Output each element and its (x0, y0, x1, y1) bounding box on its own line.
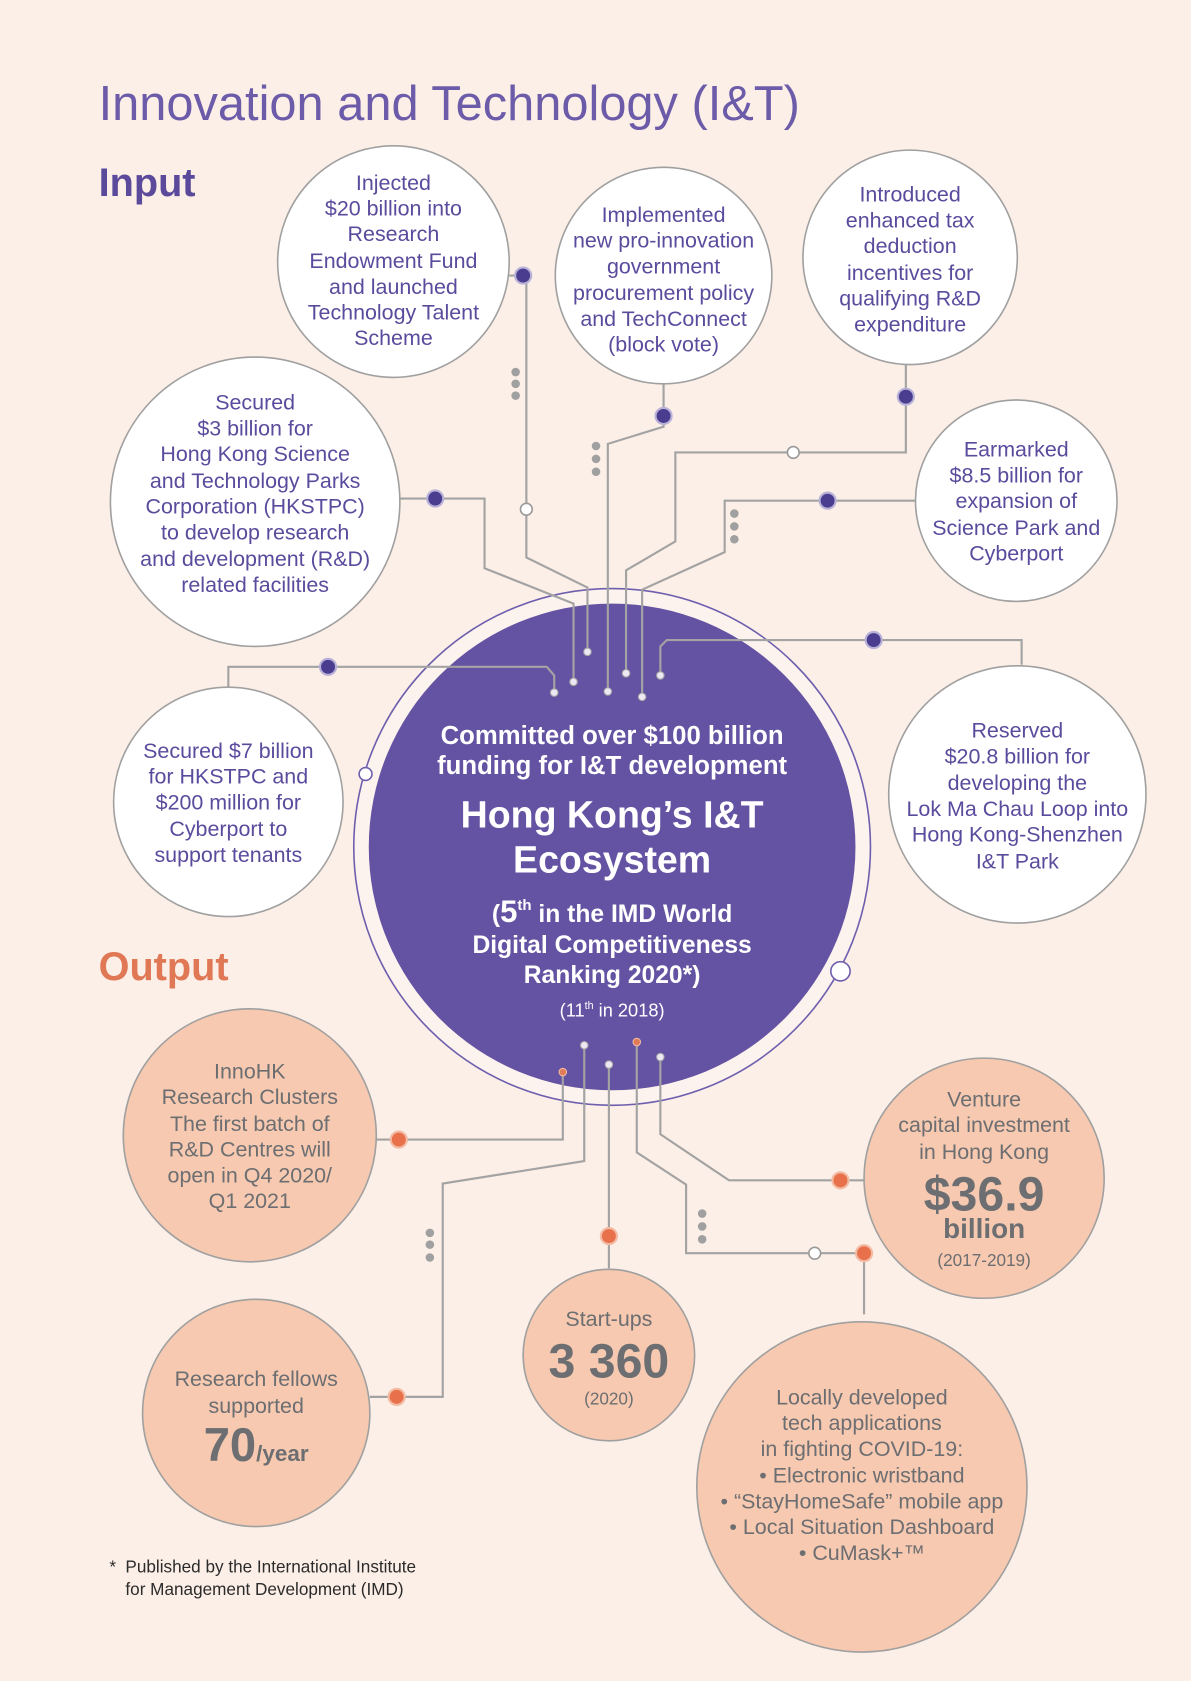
circle-text-line: support tenants (154, 842, 303, 867)
circle-text-line: qualifying R&D (839, 286, 982, 311)
venture-unit: billion (943, 1213, 1026, 1245)
ecosystem-name-line: Ecosystem (513, 838, 712, 881)
terminal-dot (657, 672, 665, 680)
circle-text-line: Research fellows (174, 1367, 338, 1392)
circle-text-line: Research (347, 222, 440, 247)
circle-text-line: incentives for (846, 260, 974, 285)
circle-text-line: Secured $7 billion (143, 738, 314, 763)
circle-text-line: to develop research (160, 520, 350, 545)
previous-open: ( (559, 1000, 566, 1021)
circle-text-line: The first batch of (169, 1112, 330, 1137)
circle-text-line: and development (R&D) (140, 547, 371, 572)
circle-text-line: Research Clusters (161, 1085, 338, 1110)
connector-dot (856, 1245, 872, 1261)
circle-text-line: in Hong Kong (919, 1139, 1050, 1164)
footnote-line: Published by the International Institute (125, 1556, 417, 1577)
circle-text-line: Reserved (971, 718, 1064, 743)
circle-text-line: Q1 2021 (208, 1189, 291, 1214)
circle-text-line: deduction (863, 234, 957, 259)
terminal-dot (605, 1061, 613, 1069)
startups-value: 3 360 (548, 1334, 670, 1389)
circle-text-line: open in Q4 2020/ (167, 1163, 333, 1188)
ellipsis-icon (511, 368, 520, 400)
circle-text-line: Venture (947, 1087, 1022, 1112)
circle-text-line: tech applications (782, 1411, 942, 1436)
ellipsis-icon (730, 509, 739, 543)
circle-text-line: in fighting COVID-19: (760, 1436, 964, 1461)
circle-text-line: developing the (947, 771, 1088, 796)
ranking-suffix: th (517, 897, 532, 915)
circle-text-line: Secured (215, 390, 296, 415)
input-heading: Input (98, 161, 196, 206)
fellows-unit: /year (256, 1441, 309, 1467)
circle-text-line: InnoHK (214, 1059, 286, 1084)
previous-suffix: th (584, 999, 594, 1012)
input-text-tenant-support (143, 739, 313, 867)
page-title: Innovation and Technology (I&T) (98, 77, 800, 132)
bullet-item: • CuMask+™ (798, 1540, 925, 1565)
ranking-open: ( (491, 900, 501, 928)
circle-text-line: for HKSTPC and (148, 764, 309, 789)
circle-text-line: enhanced tax (845, 208, 975, 233)
connector-dot (389, 1389, 405, 1405)
circle-text-line: Endowment Fund (309, 249, 478, 274)
terminal-dot (580, 1042, 588, 1050)
terminal-dot (584, 648, 592, 656)
circle-text-line: Injected (355, 170, 431, 195)
terminal-dot (622, 670, 630, 678)
circle-text-line: $20.8 billion for (944, 744, 1091, 769)
ranking-line: Digital Competitiveness (472, 932, 752, 960)
ellipsis-icon (698, 1209, 707, 1243)
venture-value: $36.9 (923, 1167, 1045, 1222)
venture-period: (2017-2019) (937, 1250, 1031, 1271)
terminal-dot (633, 1038, 641, 1046)
ecosystem-name-line: Hong Kong’s I&T (460, 793, 764, 836)
circle-text-line: Science Park and (932, 515, 1101, 540)
circle-text-line: Hong Kong Science (160, 442, 350, 467)
circle-text-line: capital investment (898, 1113, 1070, 1138)
circle-text-line: (block vote) (608, 332, 719, 357)
circle-text-line: Locally developed (776, 1385, 948, 1410)
circle-text-line: $20 billion into (324, 196, 462, 221)
connector-node-open (809, 1247, 821, 1259)
circle-text-line: expenditure (854, 312, 967, 337)
circle-text-line: Cyberport to (169, 817, 288, 842)
circle-text-line: expansion of (955, 489, 1078, 514)
circle-text-line: supported (208, 1393, 304, 1418)
circle-text-line: $200 million for (155, 790, 302, 815)
connector-dot (601, 1228, 617, 1244)
ellipsis-icon (426, 1229, 435, 1262)
ranking-number: 5 (500, 893, 518, 929)
bullet-item: • Electronic wristband (759, 1463, 965, 1488)
startups-period: (2020) (584, 1388, 634, 1409)
terminal-dot (570, 678, 578, 686)
circle-text-line: new pro-innovation (573, 228, 755, 253)
circle-text-line: Implemented (601, 202, 726, 227)
circle-text-line: and TechConnect (580, 306, 747, 331)
connector-node-open (520, 503, 532, 515)
circle-text-line: Earmarked (963, 437, 1069, 462)
connector-dot (320, 659, 336, 675)
connector-dot (832, 1172, 848, 1188)
circle-text-line: government (606, 254, 721, 279)
circle-text-line: Scheme (354, 326, 433, 351)
funding-line: funding for I&T development (437, 752, 788, 781)
terminal-dot (604, 688, 612, 696)
ranking-line: Ranking 2020*) (523, 962, 701, 990)
terminal-dot (638, 693, 646, 701)
ring-node (359, 768, 372, 781)
connector-dot (391, 1132, 407, 1148)
terminal-dot (657, 1053, 665, 1061)
circle-text-line: procurement policy (573, 281, 755, 306)
circle-text-line: $3 billion for (197, 416, 313, 441)
circle-text-line: Cyberport (969, 541, 1064, 566)
output-heading: Output (98, 944, 229, 989)
circle-text-line: related facilities (181, 572, 330, 597)
fellows-value: 70 (203, 1418, 257, 1472)
circle-text-line: $8.5 billion for (949, 463, 1084, 488)
circle-text-line: Lok Ma Chau Loop into (906, 796, 1129, 821)
previous-rest: in 2018) (593, 1000, 665, 1021)
ring-node (831, 962, 850, 981)
circle-text-line: and launched (329, 274, 458, 299)
circle-text-line: Hong Kong-Shenzhen (911, 822, 1123, 847)
connector-dot (656, 408, 672, 424)
circle-text-line: I&T Park (975, 849, 1059, 874)
terminal-dot (559, 1068, 567, 1076)
bullet-item: • Local Situation Dashboard (729, 1515, 995, 1540)
funding-line: Committed over $100 billion (440, 722, 784, 751)
startups-label: Start-ups (565, 1307, 653, 1332)
input-text-research-endowment (308, 171, 479, 350)
circle-text-line: Corporation (HKSTPC) (145, 494, 365, 519)
connector-dot (866, 632, 882, 648)
circle-text-line: R&D Centres will (168, 1137, 331, 1162)
circle-text-line: Technology Talent (307, 300, 480, 325)
footnote-line: for Management Development (IMD) (125, 1579, 404, 1600)
connector-node-open (787, 447, 799, 459)
bullet-item: • “StayHomeSafe” mobile app (720, 1489, 1004, 1514)
circle-text-line: and Technology Parks (149, 468, 361, 493)
previous-ranking (560, 1000, 665, 1021)
previous-number: 11 (565, 1000, 585, 1021)
terminal-dot (550, 689, 558, 697)
connector-dot (515, 268, 531, 284)
ranking-rest: in the IMD World (531, 900, 733, 928)
connector-dot (427, 490, 443, 506)
connector-dot (820, 493, 836, 509)
connector-dot (898, 389, 914, 405)
footnote-marker: * (109, 1556, 117, 1577)
circle-text-line: Introduced (859, 182, 961, 207)
ellipsis-icon (592, 442, 601, 476)
